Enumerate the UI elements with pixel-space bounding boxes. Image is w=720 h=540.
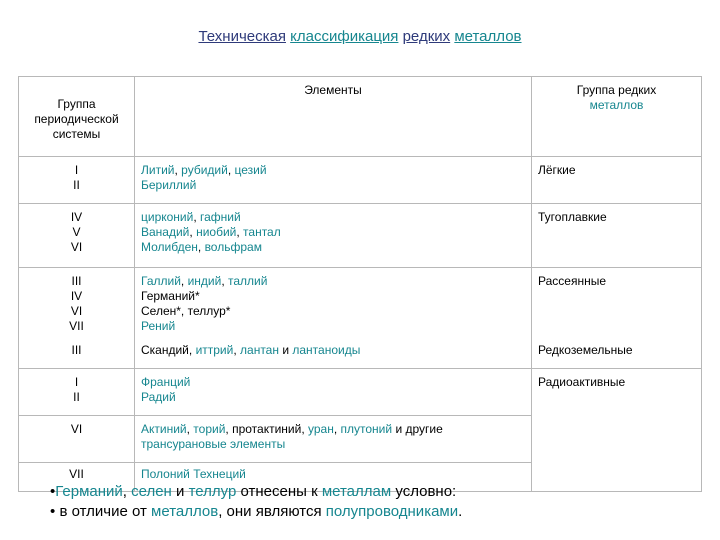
title-word-4: металлов [454, 28, 522, 45]
cell-groups: IV V VI [19, 204, 135, 268]
header-elements: Элементы [135, 77, 532, 157]
cell-elements: Полоний Технеций [135, 463, 532, 492]
title-word-1: Техническая [198, 28, 286, 45]
page-title [0, 28, 720, 45]
cell-groups: I II [19, 369, 135, 416]
note-2: • в отличие от металлов, они являются полупроводниками. [50, 503, 463, 520]
header-group-rare: Группа редких металлов [532, 77, 702, 157]
cell-elements: Скандий, иттрий, лантан и лантаноиды [135, 343, 532, 369]
table-row-scattered [19, 268, 702, 344]
cell-category: Тугоплавкие [532, 204, 702, 268]
cell-groups: VII [19, 463, 135, 492]
table-row-refractory [19, 204, 702, 268]
cell-elements: Литий, рубидий, цезий Бериллий [135, 157, 532, 204]
table-row-radioactive-1 [19, 369, 702, 416]
title-word-2: классификация [290, 28, 399, 45]
title-word-3: редких [402, 28, 451, 45]
cell-groups: VI [19, 416, 135, 463]
table-row-rare-earth [19, 343, 702, 369]
note-1: •Германий, селен и теллур отнесены к металлам условно: [50, 483, 457, 500]
cell-elements: цирконий, гафний Ванадий, ниобий, тантал Молибден, вольфрам [135, 204, 532, 268]
table-row-light [19, 157, 702, 204]
cell-elements: Актиний, торий, протактиний, уран, плутоний и другие трансурановые элементы [135, 416, 532, 463]
table-header-row [19, 77, 702, 157]
cell-elements: Франций Радий [135, 369, 532, 416]
footnotes [50, 482, 462, 522]
cell-category: Редкоземельные [532, 343, 702, 369]
cell-groups: III [19, 343, 135, 369]
cell-groups: I II [19, 157, 135, 204]
cell-groups: III IV VI VII [19, 268, 135, 344]
cell-elements: Галлий, индий, таллий Германий* Селен*, теллур* Рений [135, 268, 532, 344]
cell-category-radioactive: Радиоактивные [532, 369, 702, 492]
header-group-periodic: Группа периодической системы [19, 77, 135, 157]
cell-category: Лёгкие [532, 157, 702, 204]
cell-category: Рассеянные [532, 268, 702, 344]
classification-table [18, 76, 702, 492]
